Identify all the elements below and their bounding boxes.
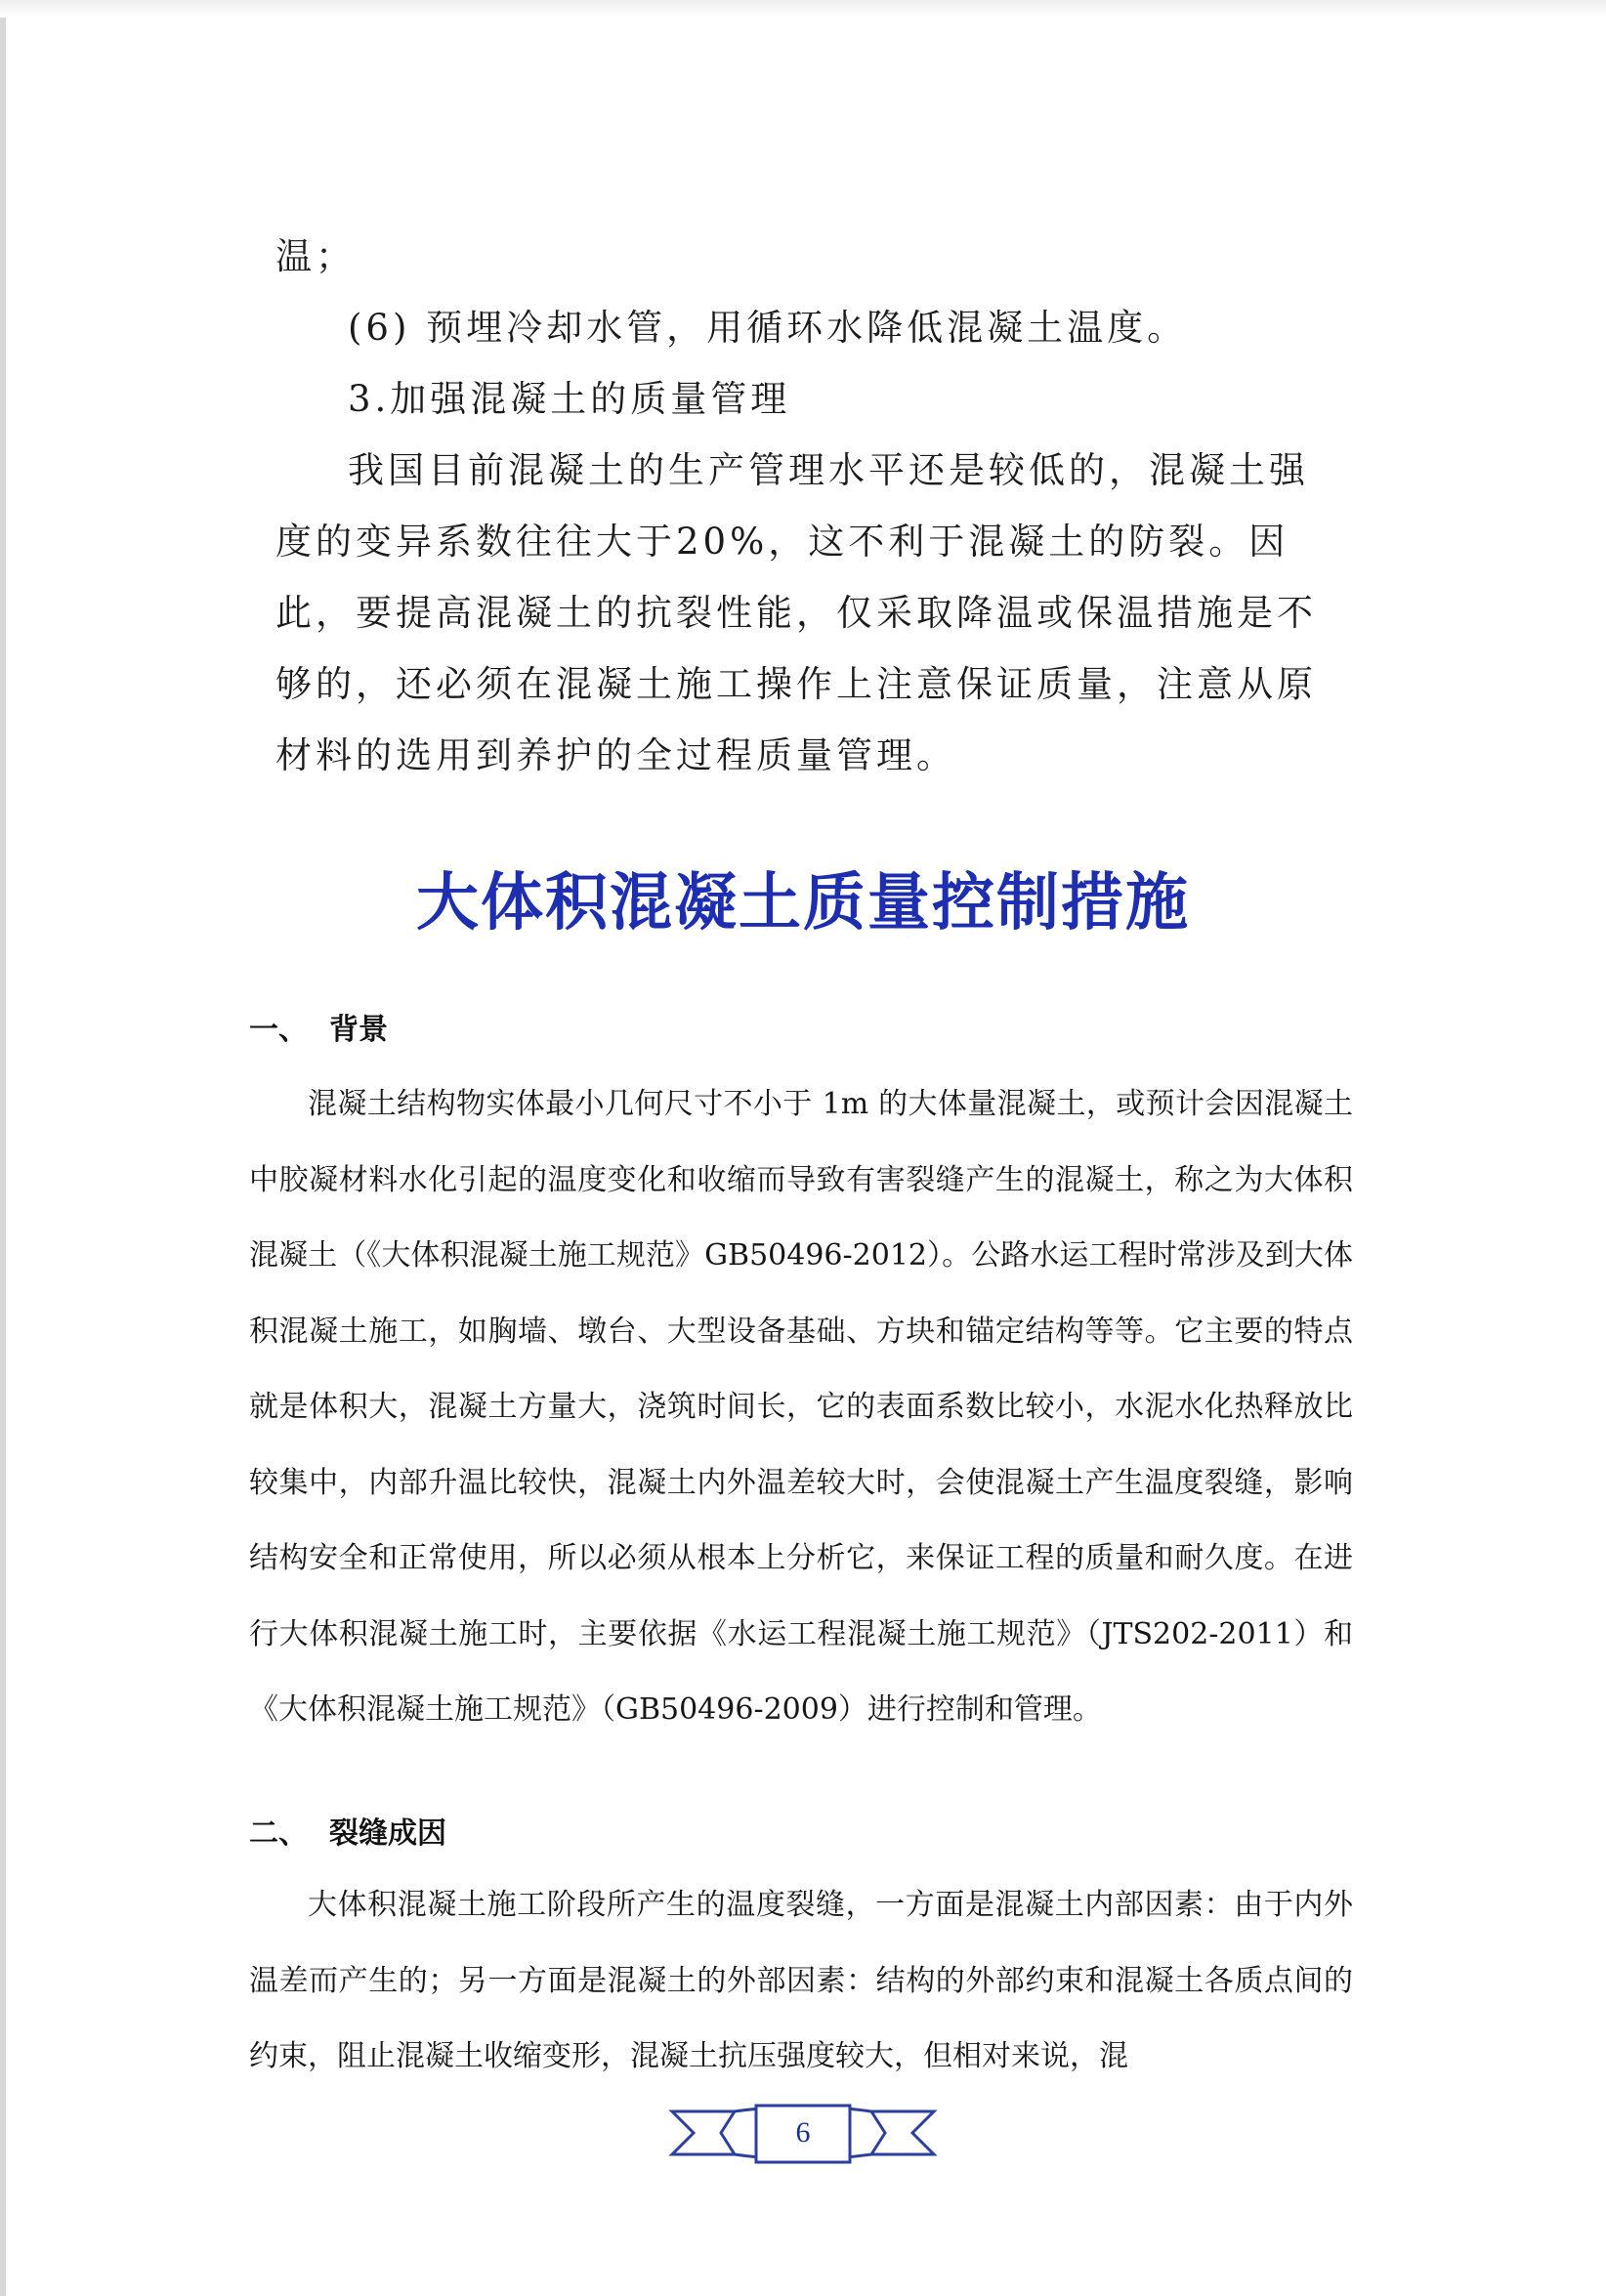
- section-title-2: 裂缝成因: [329, 1816, 446, 1851]
- section-text-1: 混凝土结构物实体最小几何尺寸不小于 1m 的大体量混凝土，或预计会因混凝土中胶凝材料水化引起的温度变化和收缩而导致有害裂缝产生的混凝土，称之为大体积混凝土（《大体积混凝土施工规范》GB50496-2012）。公路水运工程时常涉及到大体积混凝土施工，如胸墙、墩台、大型设备基础、方块和锚定结构等等。它主要的特点就是体积大，混凝土方量大，浇筑时间长，它的表面系数比较小，水泥水化热释放比较集中，内部升温比较快，混凝土内外温差较大时，会使混凝土产生温度裂缝，影响结构安全和正常使用，所以必须从根本上分析它，来保证工程的质量和耐久度。在进行大体积混凝土施工时，主要依据《水运工程混凝土施工规范》（JTS202-2011）和《大体积混凝土施工规范》（GB50496-2009）进行控制和管理。: [249, 1087, 1353, 1727]
- section-number-2: 二、: [249, 1816, 308, 1851]
- prev-line-1: 温；: [275, 235, 356, 277]
- section-title-1: 背景: [329, 1013, 388, 1047]
- prev-line-2: (6) 预埋冷却水管，用循环水降低混凝土温度。: [348, 307, 1188, 349]
- section-paragraph-2: [249, 1867, 1353, 2095]
- section-heading-2: [249, 1815, 446, 1854]
- section-paragraph-1: [249, 1066, 1353, 1748]
- article-title: 大体积混凝土质量控制措施: [416, 867, 1190, 939]
- scan-top-shadow: [0, 0, 1606, 18]
- section-text-2: 大体积混凝土施工阶段所产生的温度裂缝，一方面是混凝土内部因素：由于内外温差而产生的；另一方面是混凝土的外部因素：结构的外部约束和混凝土各质点间的约束，阻止混凝土收缩变形，混凝土抗压强度较大，但相对来说，混: [249, 1888, 1353, 2073]
- page-edge: [0, 0, 6, 2296]
- section-number-1: 一、: [249, 1013, 308, 1047]
- page-number: 6: [795, 2116, 811, 2149]
- prev-paragraph: 我国目前混凝土的生产管理水平还是较低的，混凝土强度的变异系数往往大于20%，这不利于混凝土的防裂。因此，要提高混凝土的抗裂性能，仅采取降温或保温措施是不够的，还必须在混凝土施工操作上注意保证质量，注意从原材料的选用到养护的全过程质量管理。: [275, 449, 1317, 776]
- section-heading-1: [249, 1011, 388, 1050]
- previous-article-tail: [275, 221, 1331, 791]
- prev-line-3: 3.加强混凝土的质量管理: [348, 378, 791, 420]
